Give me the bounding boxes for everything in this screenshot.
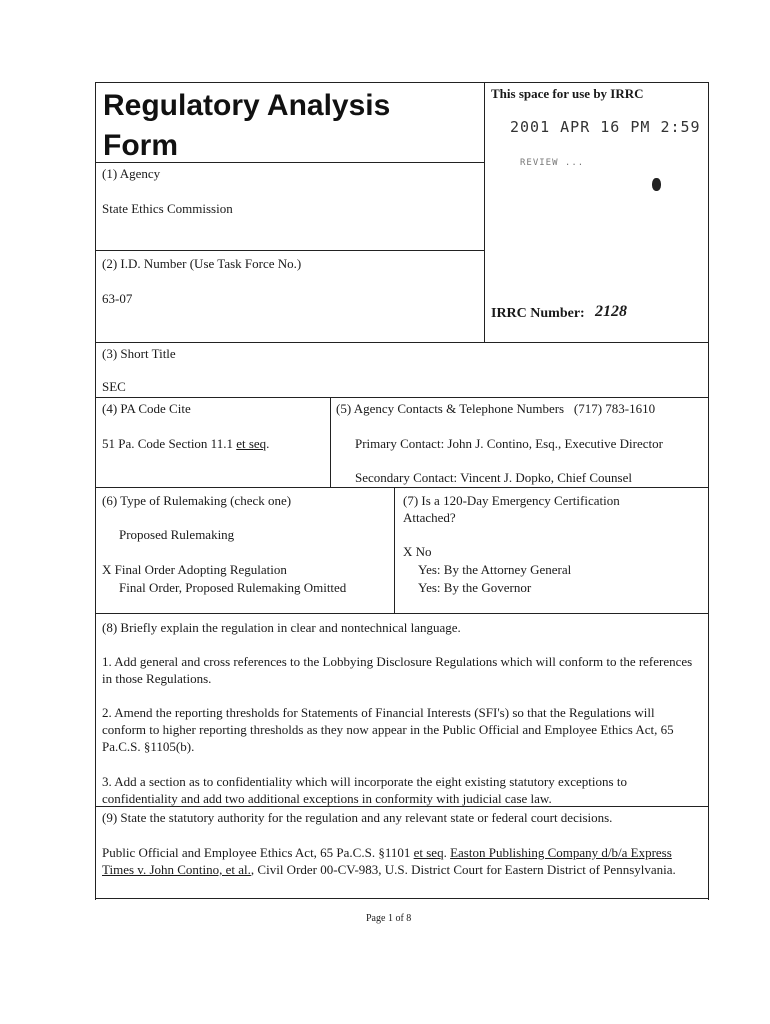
agency-label: (1) Agency — [102, 166, 161, 181]
border-bottom — [95, 898, 708, 899]
rulemaking-label: (6) Type of Rulemaking (check one) — [102, 493, 292, 508]
emergency-yes-gov: Yes: By the Governor — [418, 580, 532, 595]
irrc-date-stamp: 2001 APR 16 PM 2:59 — [510, 118, 701, 136]
emergency-yes-ag: Yes: By the Attorney General — [418, 562, 572, 577]
authority-case-name: Easton Publishing Company d/b/a Express Times v. John Contino, et al. — [102, 845, 672, 877]
row-divider-2 — [95, 250, 484, 251]
pa-code-et-seq: et seq — [236, 436, 267, 451]
row-divider-8 — [95, 613, 708, 614]
irrc-header: This space for use by IRRC — [491, 86, 644, 101]
col-divider-4-5 — [330, 397, 331, 487]
pa-code-value: 51 Pa. Code Section 11.1 et seq. — [102, 436, 270, 451]
primary-contact: Primary Contact: John J. Contino, Esq., Executive Director — [355, 436, 663, 451]
agency-value: State Ethics Commission — [102, 201, 233, 216]
rulemaking-option-final-adopting: X Final Order Adopting Regulation — [102, 562, 287, 577]
form-title — [103, 86, 390, 166]
id-number-label: (2) I.D. Number (Use Task Force No.) — [102, 256, 302, 271]
irrc-number-value: 2128 — [595, 303, 627, 320]
secondary-contact: Secondary Contact: Vincent J. Dopko, Chief Counsel — [355, 470, 632, 485]
contacts-label — [336, 401, 655, 417]
row-divider-6 — [95, 487, 708, 488]
short-title-value: SEC — [102, 379, 126, 394]
pa-code-label: (4) PA Code Cite — [102, 401, 191, 416]
border-right — [708, 82, 709, 900]
authority-case-cite: , Civil Order 00-CV-983, U.S. District Court for Eastern District of Pennsylvania. — [250, 862, 676, 877]
authority-label: (9) State the statutory authority for the regulation and any relevant state or federal court decisions. — [102, 810, 613, 825]
authority-sep: . — [443, 845, 451, 860]
emergency-label-line1: (7) Is a 120-Day Emergency Certification — [403, 493, 620, 508]
form-title-line1: Regulatory Analysis — [103, 89, 391, 122]
stamp-mark-icon — [652, 178, 661, 191]
authority-act: Public Official and Employee Ethics Act, 65 Pa.C.S. §1101 — [102, 845, 414, 860]
explain-label: (8) Briefly explain the regulation in clear and nontechnical language. — [102, 620, 461, 635]
id-number-value: 63-07 — [102, 291, 133, 306]
irrc-review-stamp: REVIEW ... — [520, 158, 585, 168]
rulemaking-option-final-omitted: Final Order, Proposed Rulemaking Omitted — [119, 580, 347, 595]
row-divider-3 — [95, 342, 708, 343]
explain-item-3: 3. Add a section as to confidentiality which will incorporate the eight existing statutory exceptions to confidentiality and add two additional exceptions in conformity with judicial case law. — [102, 774, 627, 806]
row-divider-4 — [95, 397, 708, 398]
contacts-phone: (717) 783-1610 — [573, 401, 656, 416]
contacts-label-text: (5) Agency Contacts & Telephone Numbers — [336, 401, 565, 416]
explain-item-2: 2. Amend the reporting thresholds for Statements of Financial Interests (SFI's) so that the Regulations will conform to higher reporting thresholds as they now appear in the Public Official and Employee Ethics Act, 65 Pa.C.S. §1105(b). — [102, 705, 674, 754]
col-divider-6-7 — [394, 487, 395, 613]
border-left — [95, 82, 96, 900]
authority-et-seq: et seq — [413, 845, 444, 860]
rulemaking-option-proposed: Proposed Rulemaking — [119, 527, 235, 542]
irrc-divider — [484, 82, 485, 342]
emergency-label-line2: Attached? — [403, 510, 456, 525]
form-title-line2: Form — [103, 129, 178, 162]
irrc-number-label: IRRC Number: — [491, 306, 585, 321]
border-top — [95, 82, 708, 83]
emergency-no: X No — [403, 544, 432, 559]
pa-code-value-text: 51 Pa. Code Section 11.1 — [102, 436, 237, 451]
authority-text — [102, 844, 700, 878]
page-number: Page 1 of 8 — [366, 913, 412, 924]
short-title-label: (3) Short Title — [102, 346, 176, 361]
explain-item-1: 1. Add general and cross references to the Lobbying Disclosure Regulations which will conform to the references in those Regulations. — [102, 654, 693, 686]
